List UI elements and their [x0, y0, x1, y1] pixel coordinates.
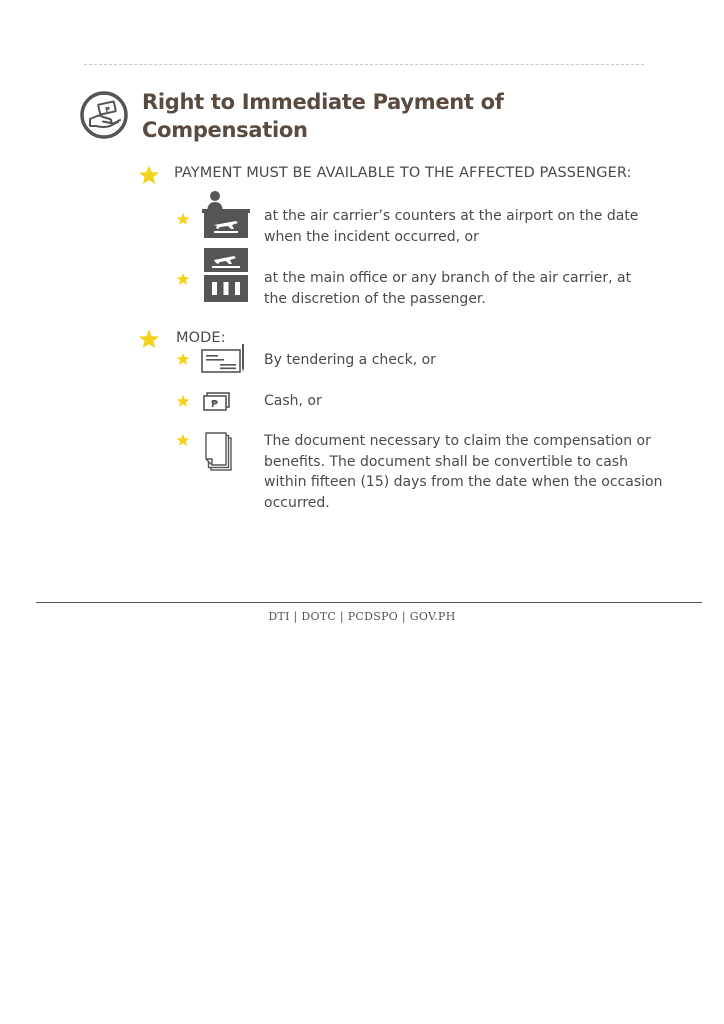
- payment-location-counter-text: at the air carrier’s counters at the airport on the date when the incident occurred, or: [264, 208, 639, 245]
- star-bullet-icon: [176, 394, 190, 408]
- cash-icon: [202, 390, 232, 412]
- document-icon: [204, 431, 234, 473]
- page-title: Right to Immediate Payment of Compensation: [142, 90, 504, 142]
- star-bullet-icon: [176, 272, 190, 286]
- star-bullet-icon: [176, 352, 190, 366]
- airport-counter-icon: [200, 189, 252, 239]
- star-bullet-icon: [176, 212, 190, 226]
- svg-text:₱: ₱: [211, 399, 218, 410]
- footer-divider: [36, 602, 702, 603]
- payment-location-office-text: at the main office or any branch of the air carrier, at the discretion of the passenger.: [264, 270, 632, 307]
- star-bullet-icon: [176, 433, 190, 447]
- mode-heading: MODE:: [176, 330, 226, 346]
- star-bullet-icon: [138, 328, 160, 350]
- payment-availability-heading: PAYMENT MUST BE AVAILABLE TO THE AFFECTED PASSENGER:: [174, 165, 632, 181]
- hand-money-icon: [80, 91, 128, 139]
- check-icon: [200, 340, 248, 376]
- mode-check-text: By tendering a check, or: [264, 352, 436, 368]
- svg-text:₱: ₱: [104, 105, 112, 115]
- mode-document-text: The document necessary to claim the compensation or benefits. The document shall be convertible to cash within fifteen (15) days from the date when the occasion occurred.: [264, 433, 663, 511]
- airline-office-icon: [202, 246, 250, 304]
- footer-text: DTI | DOTC | PCDSPO | GOV.PH: [268, 610, 456, 623]
- mode-cash-text: Cash, or: [264, 393, 322, 409]
- star-bullet-icon: [138, 164, 160, 186]
- top-dashed-divider: [84, 64, 644, 65]
